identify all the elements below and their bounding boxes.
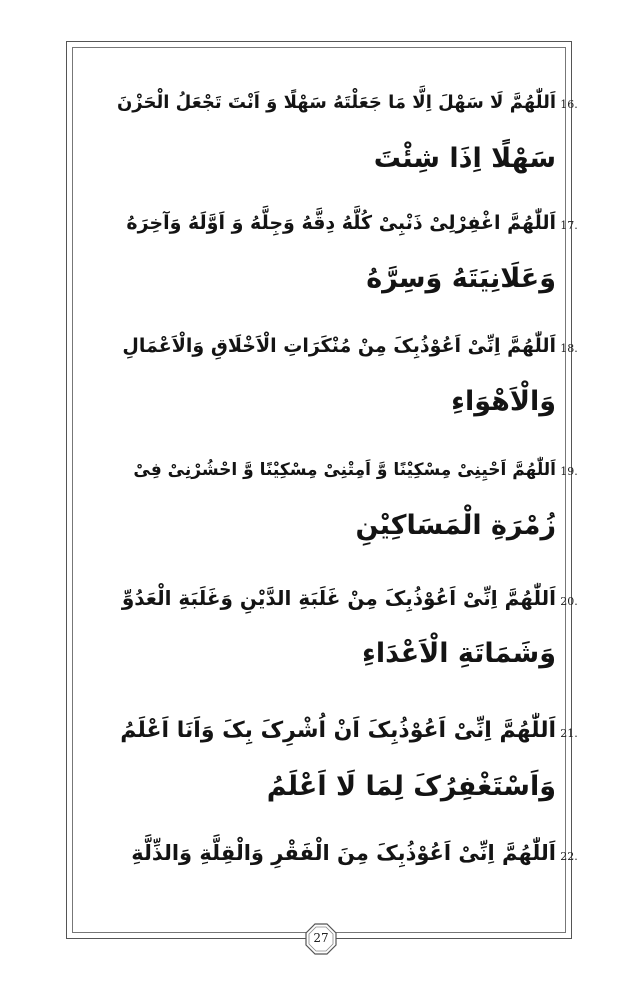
dua-list (82, 60, 582, 920)
dua-line (82, 251, 582, 307)
dua-entry-18 (82, 318, 582, 430)
dua-entry-21 (82, 703, 582, 815)
entry-number: 20. (560, 595, 578, 608)
dua-line (82, 703, 582, 759)
dua-text-line-2: وَشَمَاتَةِ الْاَعْدَاءِ (362, 638, 556, 669)
dua-entry-17 (82, 195, 582, 307)
dua-text-line-1: اَللّٰهُمَّ اَحْيِنِیْ مِسْكِيْنًا وَّ اَمِتْنِیْ مِسْكِيْنًا وَّ احْشُرْنِیْ فِیْ (133, 460, 556, 480)
dua-entry-20 (82, 570, 582, 682)
entry-number: 18. (560, 342, 578, 355)
dua-entry-19 (82, 442, 582, 554)
dua-line (82, 442, 582, 498)
dua-text-line-1: اَللّٰهُمَّ اِنِّیْ اَعُوْذُبِکَ اَنْ اُشْرِکَ بِکَ وَاَنَا اَعْلَمُ (120, 718, 556, 743)
dua-text-line-1: اَللّٰهُمَّ لَا سَهْلَ اِلَّا مَا جَعَلْتَهُ سَهْلًا وَ اَنْتَ تَجْعَلُ الْحَزْنَ (116, 92, 556, 113)
dua-line (82, 374, 582, 430)
dua-line (82, 195, 582, 251)
page-number: 27 (313, 931, 329, 945)
dua-text-line-1: اَللّٰهُمَّ اِنِّیْ اَعُوْذُبِکَ مِنْ مُنْكَرَاتِ الْاَخْلَاقِ وَالْاَعْمَالِ (122, 335, 556, 357)
dua-text-line-1: اَللّٰهُمَّ اغْفِرْلِیْ ذَنْبِیْ كُلَّهُ دِقَّهُ وَجِلَّهُ وَ اَوَّلَهُ وَآخِرَهُ (126, 212, 556, 234)
dua-line (82, 318, 582, 374)
entry-number: 16. (560, 98, 578, 111)
dua-entry-16 (82, 75, 582, 187)
dua-line (82, 825, 582, 881)
entry-number: 19. (560, 465, 578, 478)
dua-text-line-2: وَعَلَانِيَتَهُ وَسِرَّهُ (366, 263, 556, 294)
dua-line (82, 570, 582, 626)
dua-line (82, 131, 582, 187)
dua-text-line-2: وَالْاَهْوَاءِ (451, 386, 556, 417)
dua-text-line-1: اَللّٰهُمَّ اِنِّیْ اَعُوْذُبِکَ مِنَ الْفَقْرِ وَالْقِلَّةِ وَالذِّلَّةِ (131, 841, 556, 865)
dua-entry-22 (82, 825, 582, 881)
dua-text-line-2: وَاَسْتَغْفِرُکَ لِمَا لَا اَعْلَمُ (266, 771, 556, 802)
entry-number: 22. (560, 850, 578, 863)
dua-line (82, 75, 582, 131)
page-number-badge (304, 922, 338, 956)
dua-text-line-2: سَهْلًا اِذَا شِئْتَ (373, 143, 556, 174)
dua-line (82, 759, 582, 815)
dua-text-line-1: اَللّٰهُمَّ اِنِّیْ اَعُوْذُبِکَ مِنْ غَلَبَةِ الدَّيْنِ وَغَلَبَةِ الْعَدُوِّ (121, 586, 556, 610)
entry-number: 21. (560, 727, 578, 740)
dua-text-line-2: زُمْرَةِ الْمَسَاكِيْنِ (355, 510, 556, 541)
entry-number: 17. (560, 219, 578, 232)
dua-line (82, 626, 582, 682)
dua-line (82, 498, 582, 554)
